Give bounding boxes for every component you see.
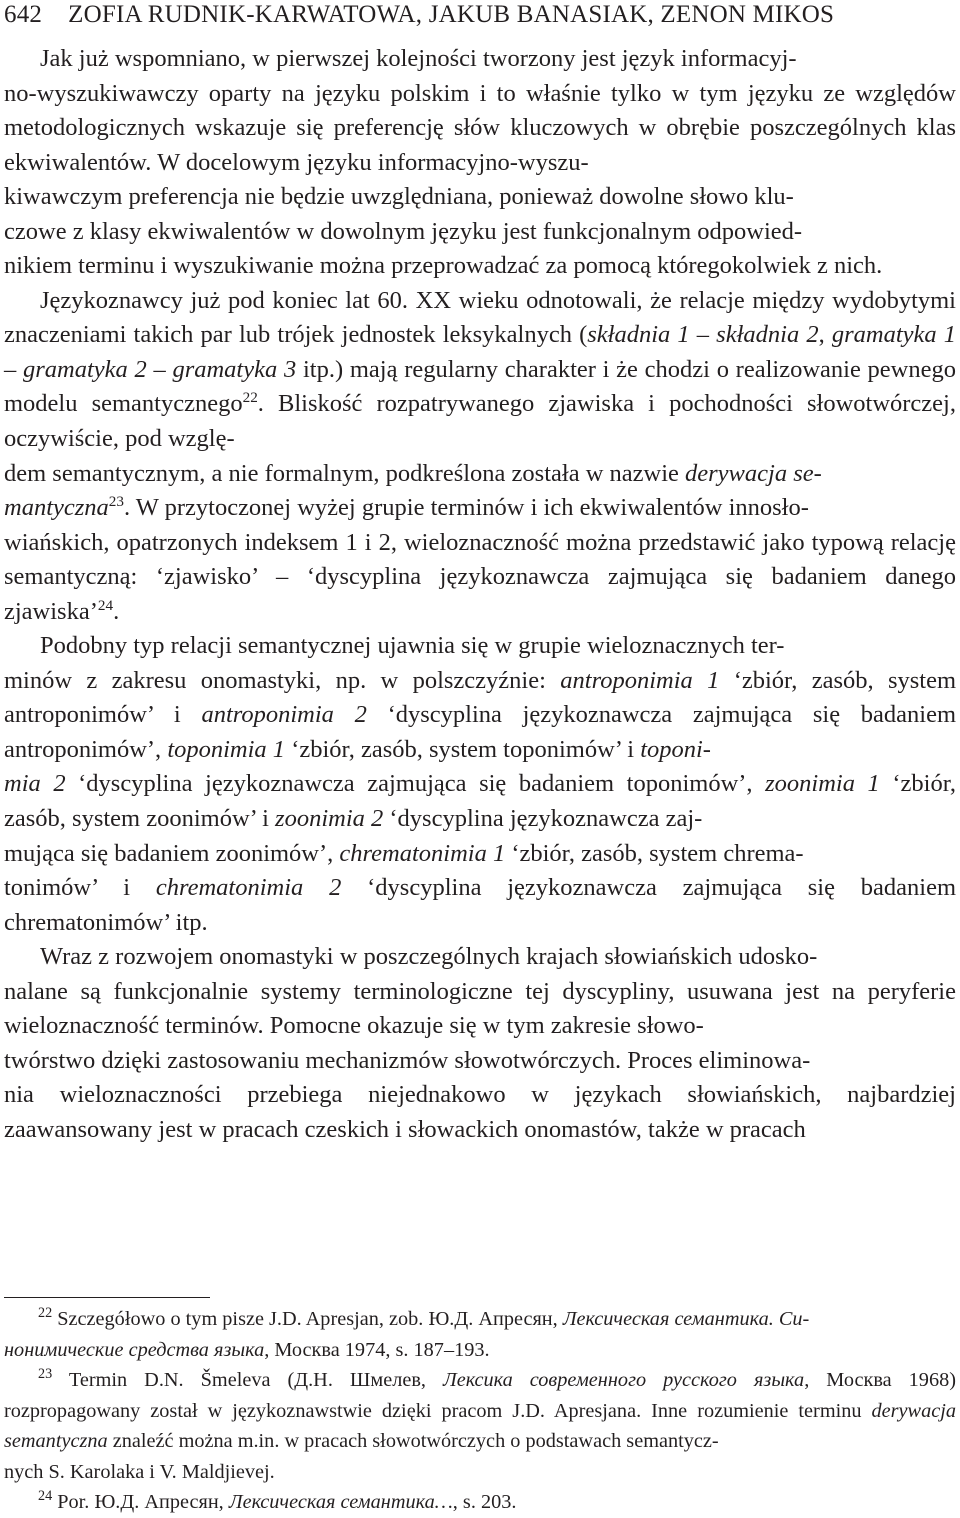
- main-text: [4, 42, 956, 1148]
- page-number: 642: [4, 1, 43, 28]
- footnote-22: $^{22}$ Szczegółowo o tym pisze J.D. Apresjan, zob. Ю.Д. Апресян, Лексическая семантика. Си- нонимические средства языка, Москва 1974, s. 187–193.: [4, 1304, 810, 1361]
- paragraph: Językoznawcy już pod koniec lat 60. XX wieku odnotowali, że relacje między wydobytymi znaczeniami takich par lub trójek jednostek leksykalnych (składnia 1 – składnia 2, gramatyka 1 – gramatyka 2 – gramatyka 3 itp.) mają regularny charakter i że chodzi o realizowanie pewnego modelu semantycznego$^{22}$. Bliskość rozpatrywanego zjawiska i pochodności słowotwórczej, oczywiście, pod wzglę- dem semantycznym, a nie formalnym, podkreślona została w nazwie derywacja se- mantyczna$^{23}$. W przytoczonej wyżej grupie terminów i ich ekwiwalentów innosło- wiańskich, opatrzonych indeksem 1 i 2, wieloznaczność można przedstawić jako typową relację semantyczną: ‘zjawisko’ – ‘dyscyplina językoznawcza zajmująca się badaniem danego zjawiska’$^{24}$.: [4, 286, 957, 625]
- footnotes: [4, 1304, 956, 1518]
- paragraph: Podobny typ relacji semantycznej ujawnia się w grupie wieloznacznych ter- minów z zakresu onomastyki, np. w polszczyźnie: antroponimia 1 ‘zbiór, zasób, system antroponimów’ i antroponimia 2 ‘dyscyplina językoznawcza zajmująca się badaniem antroponimów’, toponimia 1 ‘zbiór, zasób, system toponimów’ i toponi- mia 2 ‘dyscyplina językoznawcza zajmująca się badaniem toponimów’, zoonimia 1 ‘zbiór, zasób, system zoonimów’ i zoonimia 2 ‘dyscyplina językoznawcza zaj- mująca się badaniem zoonimów’, chrematonimia 1 ‘zbiór, zasób, system chrema- tonimów’ i chrematonimia 2 ‘dyscyplina językoznawcza zajmująca się badaniem chrematonimów’ itp.: [4, 632, 957, 936]
- header-authors: ZOFIA RUDNIK-KARWATOWA, JAKUB BANASIAK, ZENON MIKOS: [68, 1, 835, 28]
- running-header: [4, 0, 956, 30]
- paragraph: Jak już wspomniano, w pierwszej kolejności tworzony jest język informacyj- no-wyszukiwawczy oparty na języku polskim i to właśnie tylko w tym języku ze względów metodologicznych wskazuje się preferencję słów kluczowych w obrębie poszczególnych klas ekwiwalentów. W docelowym języku informacyjno-wyszu- kiwawczym preferencja nie będzie uwzględniana, ponieważ dowolne słowo klu- czowe z klasy ekwiwalentów w dowolnym języku jest funkcjonalnym odpowied- nikiem terminu i wyszukiwanie można przeprowadzać za pomocą któregokolwiek z nich.: [4, 45, 956, 280]
- footnote-separator: [4, 1297, 210, 1298]
- footnote-24: $^{24}$ Por. Ю.Д. Апресян, Лексическая семантика…, s. 203.: [38, 1487, 517, 1513]
- footnote-23: $^{23}$ Termin D.N. Šmeleva (Д.Н. Шмелев, Лексика современного русского языка, Москва 1968) rozpropagowany został w językoznawstwie dzięki pracom J.D. Apresjana. Inne rozumienie terminu derywacja semantyczna znaleźć można m.in. w pracach słowotwórczych o podstawach semantycz- nych S. Karolaka i V. Maldjievej.: [4, 1365, 956, 1483]
- paragraph: Wraz z rozwojem onomastyki w poszczególnych krajach słowiańskich udosko- nalane są funkcjonalnie systemy terminologiczne tej dyscypliny, usuwana jest na peryferie wieloznaczność terminów. Pomocne okazuje się w tym zakresie słowo- twórstwo dzięki zastosowaniu mechanizmów słowotwórczych. Proces eliminowa- nia wieloznaczności przebiega niejednakowo w językach słowiańskich, najbardziej zaawansowany jest w pracach czeskich i słowackich onomastów, także w pracach: [4, 943, 956, 1143]
